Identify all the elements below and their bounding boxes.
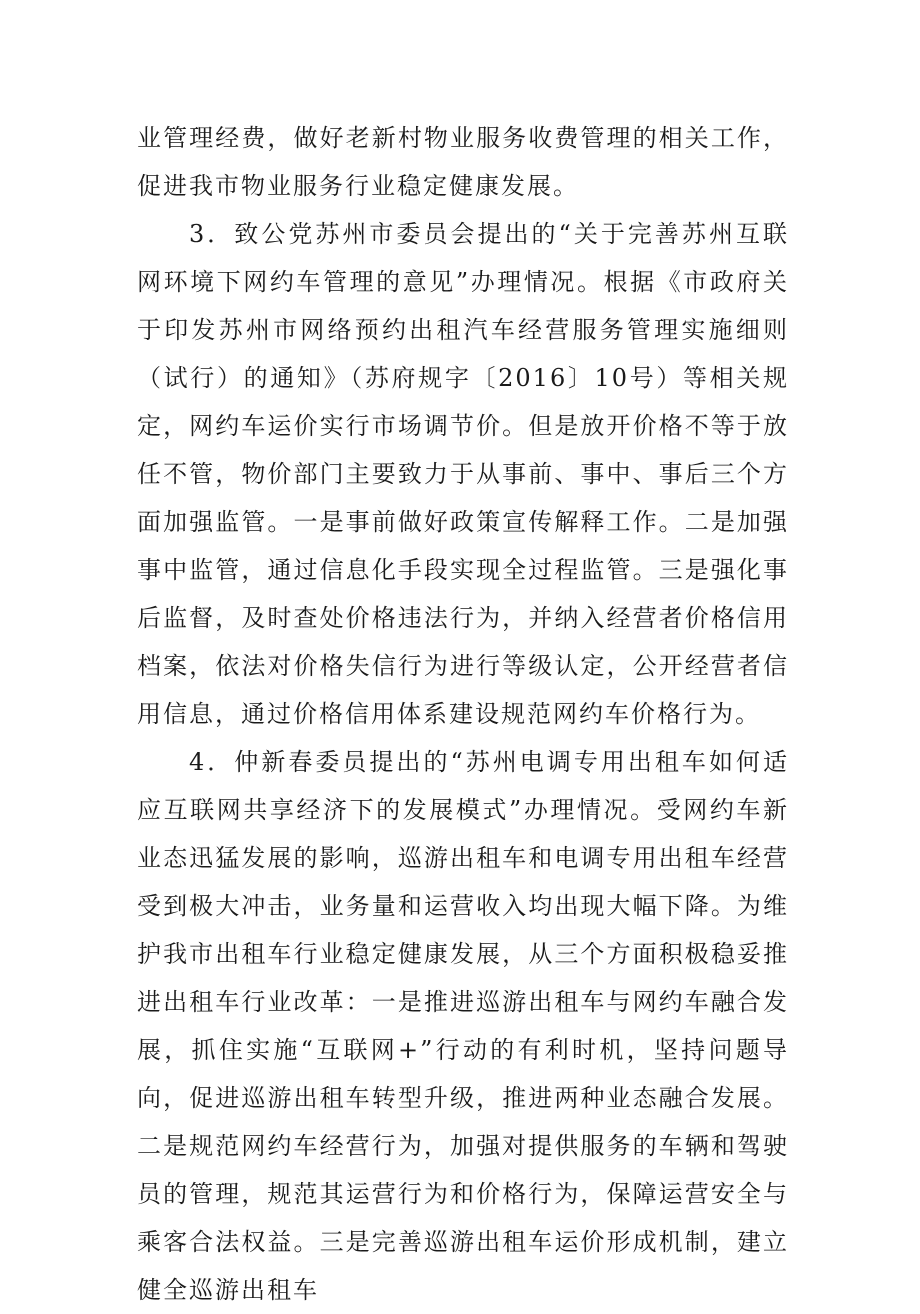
document-body xyxy=(137,114,789,1314)
paragraph-item-4: 4．仲新春委员提出的“苏州电调专用出租车如何适应互联网共享经济下的发展模式”办理情况。受网约车新业态迅猛发展的影响，巡游出租车和电调专用出租车经营受到极大冲击，业务量和运营收入均出现大幅下降。为维护我市出租车行业稳定健康发展，从三个方面积极稳妥推进出租车行业改革：一是推进巡游出租车与网约车融合发展，抓住实施“互联网+”行动的有利时机，坚持问题导向，促进巡游出租车转型升级，推进两种业态融合发展。二是规范网约车经营行为，加强对提供服务的车辆和驾驶员的管理，规范其运营行为和价格行为，保障运营安全与乘客合法权益。三是完善巡游出租车运价形成机制，建立健全巡游出租车 xyxy=(137,748,789,1304)
paragraph-continuation: 业管理经费，做好老新村物业服务收费管理的相关工作，促进我市物业服务行业稳定健康发展。 xyxy=(137,124,789,200)
paragraph-item-3: 3．致公党苏州市委员会提出的“关于完善苏州互联网环境下网约车管理的意见”办理情况。根据《市政府关于印发苏州市网络预约出租汽车经营服务管理实施细则（试行）的通知》（苏府规字〔2016〕10号）等相关规定，网约车运价实行市场调节价。但是放开价格不等于放任不管，物价部门主要致力于从事前、事中、事后三个方面加强监管。一是事前做好政策宣传解释工作。二是加强事中监管，通过信息化手段实现全过程监管。三是强化事后监督，及时查处价格违法行为，并纳入经营者价格信用档案，依法对价格失信行为进行等级认定，公开经营者信用信息，通过价格信用体系建设规范网约车价格行为。 xyxy=(137,220,789,728)
